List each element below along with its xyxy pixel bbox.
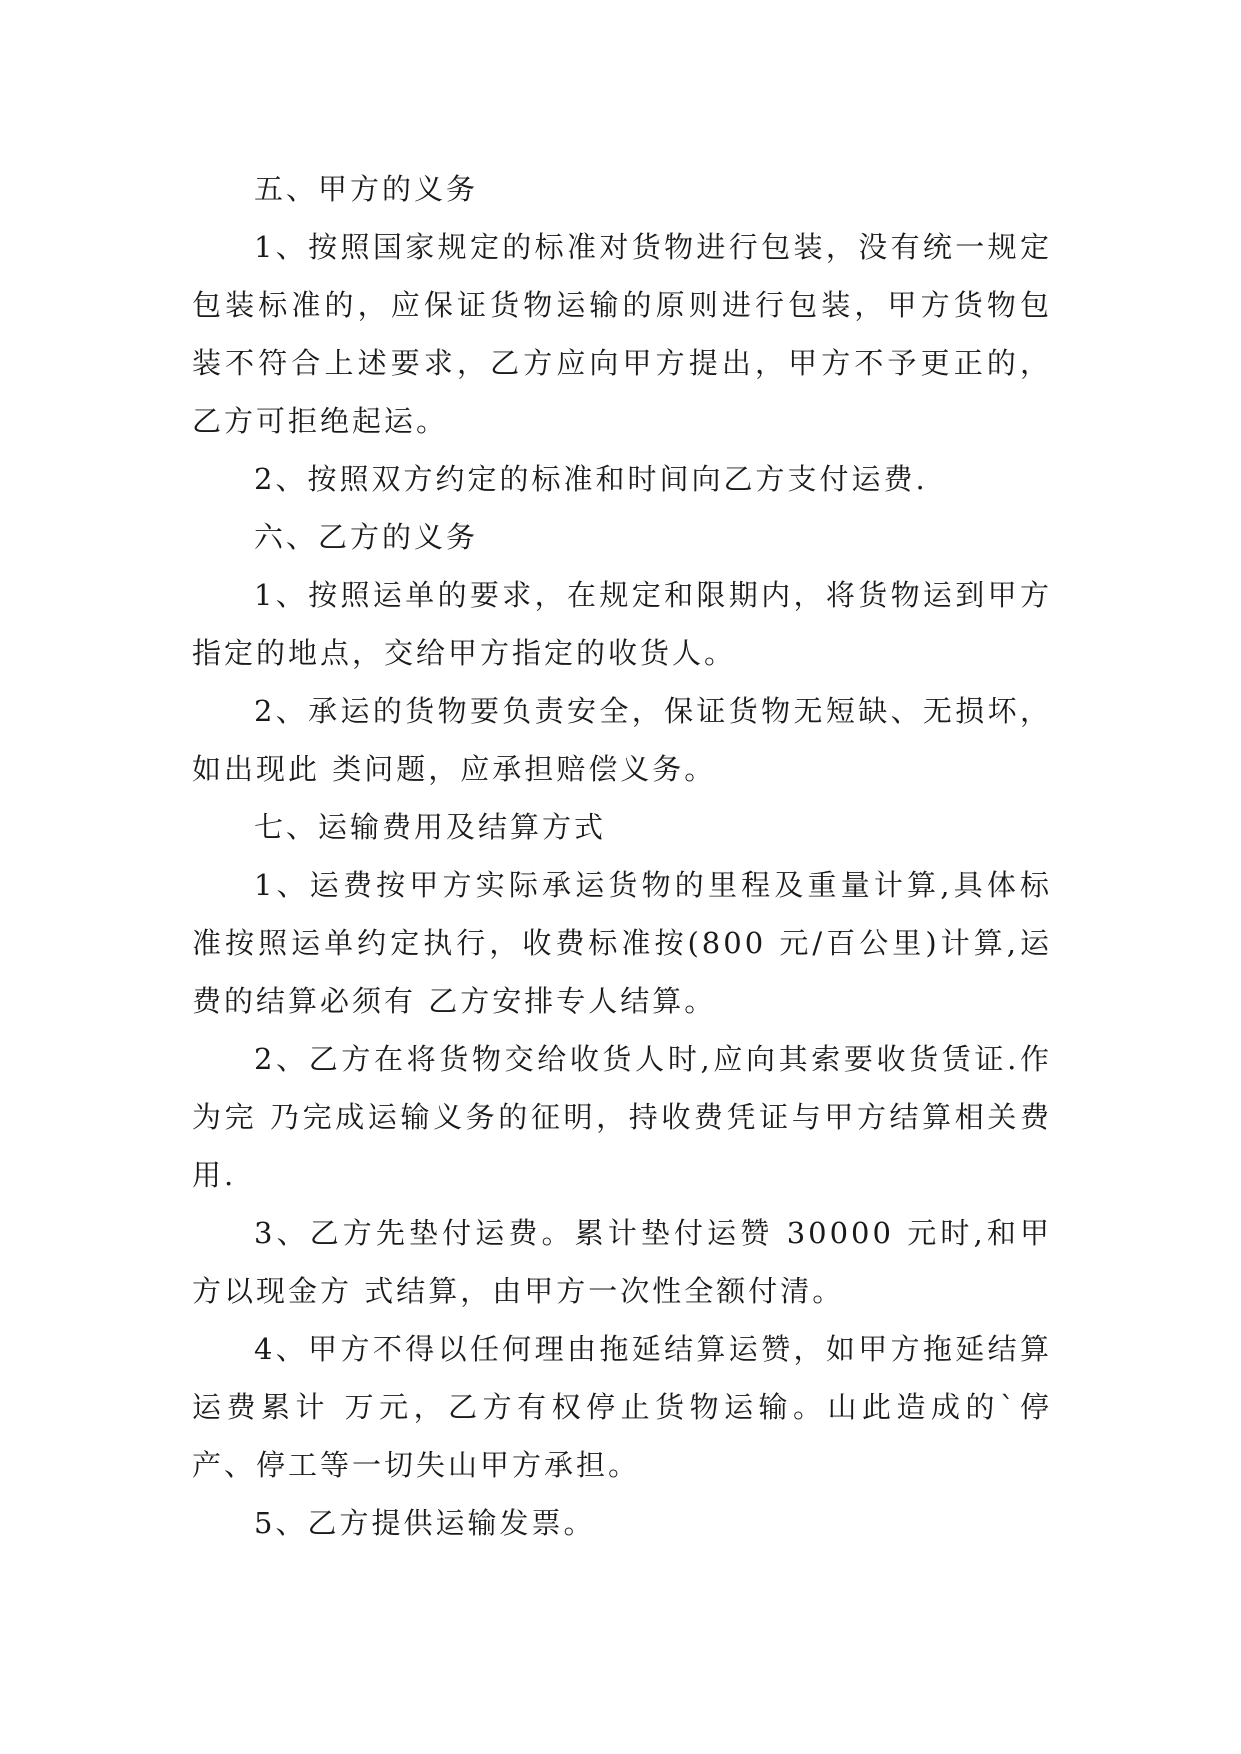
paragraph-5-2: 2、按照双方约定的标准和时间向乙方支付运费. bbox=[254, 462, 928, 496]
paragraph-7-1: 1、运费按甲方实际承运货物的里程及重量计算,具体标准按照运单约定执行，收费标准按(800 元/百公里)计算,运费的结算必须有 乙方安排专人结算。 bbox=[192, 868, 1052, 1018]
paragraph-7-5: 5、乙方提供运输发票。 bbox=[254, 1506, 596, 1540]
paragraph-5-1: 1、按照国家规定的标准对货物进行包装，没有统一规定包装标准的，应保证货物运输的原则进行包装，甲方货物包装不符合上述要求，乙方应向甲方提出，甲方不予更正的，乙方可拒绝起运。 bbox=[192, 230, 1052, 438]
paragraph-6-2: 2、承运的货物要负责安全，保证货物无短缺、无损坏，如出现此 类问题，应承担赔偿义务。 bbox=[192, 694, 1052, 786]
paragraph-7-2: 2、乙方在将货物交给收货人时,应向其索要收货赁证.作为完 乃完成运输义务的征明，持收费凭证与甲方结算相关费用. bbox=[192, 1042, 1052, 1192]
document-body bbox=[192, 160, 1052, 1552]
section-heading-6: 六、乙方的义务 bbox=[254, 520, 479, 554]
paragraph-7-4: 4、甲方不得以任何理由拖延结算运赞，如甲方拖延结算运费累计 万元，乙方有权停止货物运输。山此造成的`停产、停工等一切失山甲方承担。 bbox=[192, 1332, 1052, 1482]
paragraph-7-3: 3、乙方先垫付运费。累计垫付运赞 30000 元时,和甲方以现金方 式结算，由甲方一次性全额付清。 bbox=[192, 1216, 1052, 1308]
paragraph-6-1: 1、按照运单的要求，在规定和限期内，将货物运到甲方指定的地点，交给甲方指定的收货人。 bbox=[192, 578, 1052, 670]
section-heading-7: 七、运输费用及结算方式 bbox=[254, 810, 607, 844]
section-heading-5: 五、甲方的义务 bbox=[254, 172, 479, 206]
